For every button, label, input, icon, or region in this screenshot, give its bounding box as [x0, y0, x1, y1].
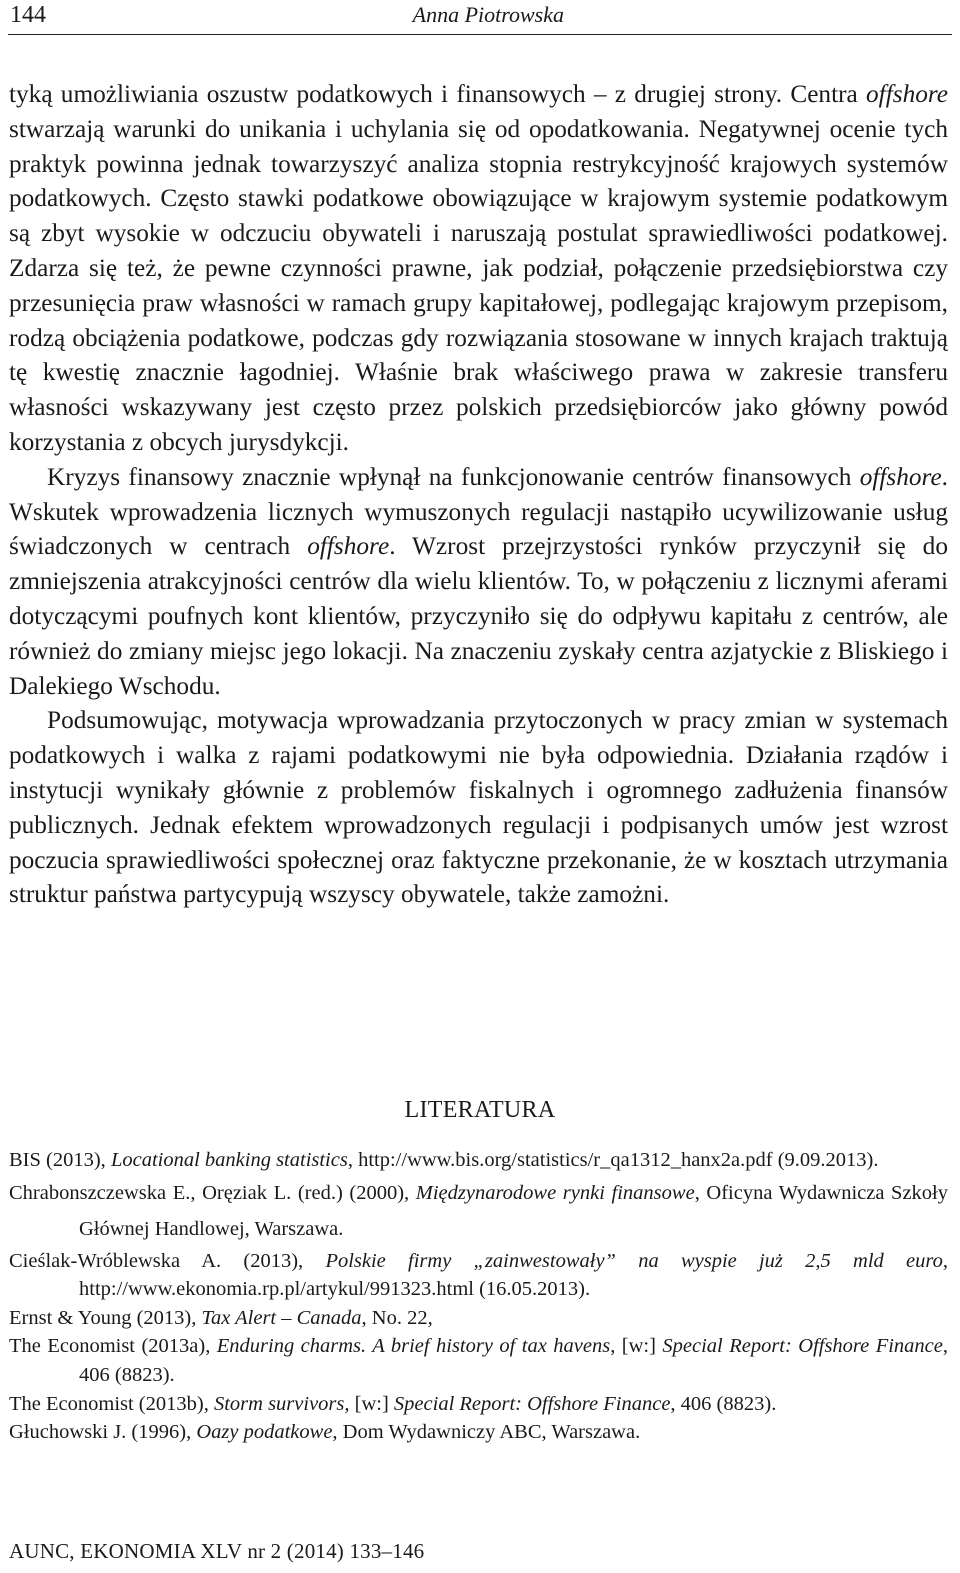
reference-author: The Economist (2013b), — [9, 1392, 214, 1415]
reference-item — [9, 1332, 948, 1389]
reference-item — [9, 1247, 948, 1304]
body-text — [9, 77, 948, 912]
paragraph-2-italic-offshore-2: offshore — [307, 532, 390, 561]
reference-author: Ernst & Young (2013), — [9, 1306, 202, 1329]
reference-author: Chrabonszczewska E., Oręziak L. (red.) (2000), — [9, 1181, 416, 1204]
literature-heading: LITERATURA — [404, 1097, 556, 1123]
reference-title: Enduring charms. A brief history of tax havens — [216, 1335, 611, 1358]
reference-details: , 406 (8823). — [670, 1392, 777, 1415]
paragraph-2-italic-offshore-1: offshore — [859, 462, 942, 491]
reference-details: , Oficyna Wydawnicza Szkoły Głównej Handlowej, Warszawa. — [79, 1181, 948, 1240]
reference-title: Locational banking statistics — [110, 1149, 348, 1171]
reference-title: Polskie firmy „zainwestowały” na wyspie już 2,5 mld euro — [325, 1249, 943, 1272]
paragraph-2-text-a: Kryzys finansowy znacznie wpłynął na funkcjonowanie centrów finansowych — [47, 462, 860, 491]
reference-title: Oazy podatkowe — [196, 1421, 333, 1444]
paragraph-1-italic-offshore: offshore — [866, 80, 948, 108]
paragraph-1-text-b: stwarzają warunki do unikania i uchylania się od opodatkowania. Negatywnej ocenie tych praktyk powinna jednak towarzyszyć analiza stopnia restrykcyjność krajowych systemów podatkowych. Często stawki podatkowe obowiązujące w krajowym systemie podatkowym są zbyt wysokie w odczuciu obywateli i naruszają postulat sprawiedliwości podatkowej. Zdarza się też, że pewne czynności prawne, jak podział, połączenie przedsiębiorstwa czy przesunięcia praw własności w ramach grupy kapitałowej, podlegając krajowym przepisom, rodzą obciążenia podatkowe, podczas gdy rozwiązania stosowane w innych krajach traktują tę kwestię znacznie łagodniej. Właśnie brak właściwego prawa w zakresie transferu własności wskazywany jest często przez polskich przedsiębiorców jako główny powód korzystania z obcych jurysdykcji. — [9, 114, 948, 456]
reference-connector: , [w:] — [610, 1335, 663, 1358]
reference-author: Głuchowski J. (1996), — [9, 1421, 197, 1444]
page-header — [8, 0, 952, 35]
reference-author: Cieślak-Wróblewska A. (2013), — [9, 1249, 326, 1272]
reference-item — [9, 1390, 948, 1419]
reference-details: , Dom Wydawniczy ABC, Warszawa. — [332, 1421, 641, 1444]
reference-title: Storm survivors, — [213, 1392, 350, 1415]
page-number: 144 — [10, 2, 46, 28]
reference-item — [9, 1418, 948, 1447]
reference-item — [9, 1304, 948, 1333]
reference-source-title: Special Report: Offshore Finance — [662, 1335, 943, 1358]
reference-details: , No. 22, — [361, 1306, 433, 1329]
reference-details: , http://www.ekonomia.rp.pl/artykul/991323.html (16.05.2013). — [79, 1249, 948, 1301]
paragraph-2 — [9, 460, 948, 704]
reference-item — [9, 1146, 948, 1175]
reference-connector: [w:] — [349, 1392, 394, 1415]
paragraph-2-text-b: . Wskutek wprowadzenia licznych wymuszonych regulacji nastąpiło ucywilizowanie usług świadczonych w centrach — [9, 462, 948, 561]
reference-details: , http://www.bis.org/statistics/r_qa1312_hanx2a.pdf (9.09.2013). — [347, 1149, 879, 1171]
paragraph-3: Podsumowując, motywacja wprowadzania przytoczonych w pracy zmian w systemach podatkowych i walka z rajami podatkowymi nie była odpowiednia. Działania rządów i instytucji wynikały głównie z problemów fiskalnych i ogromnego zadłużenia finansów publicznych. Jednak efektem wprowadzonych regulacji i podpisanych umów jest wzrost poczucia sprawiedliwości społecznej oraz faktyczne przekonanie, że w kosztach utrzymania struktur państwa partycypują wszyscy obywatele, także zamożni. — [9, 706, 948, 909]
paragraph-1 — [9, 77, 948, 460]
running-head-author: Anna Piotrowska — [412, 2, 564, 27]
reference-author: The Economist (2013a), — [9, 1335, 217, 1358]
paragraph-2-text-c: . Wzrost przejrzystości rynków przyczynił się do zmniejszenia atrakcyjności centrów dla wielu klientów. To, w połączeniu z licznymi aferami dotyczącymi poufnych kont klientów, przyczyniło się do odpływu kapitału z centrów, ale również do zmiany miejsc jego lokacji. Na znaczeniu zyskały centra azjatyckie z Bliskiego i Dalekiego Wschodu. — [9, 532, 948, 700]
journal-citation-footer: AUNC, EKONOMIA XLV nr 2 (2014) 133–146 — [9, 1539, 425, 1563]
reference-list — [9, 1146, 948, 1447]
reference-details: , 406 (8823). — [79, 1335, 948, 1386]
reference-author: BIS (2013), — [9, 1149, 111, 1171]
reference-item — [9, 1175, 948, 1247]
paragraph-1-text-a: tyką umożliwiania oszustw podatkowych i finansowych – z drugiej strony. Centra — [9, 80, 867, 108]
reference-source-title: Special Report: Offshore Finance — [393, 1392, 671, 1415]
reference-title: Międzynarodowe rynki finansowe — [415, 1181, 695, 1204]
reference-title: Tax Alert – Canada — [201, 1306, 362, 1329]
